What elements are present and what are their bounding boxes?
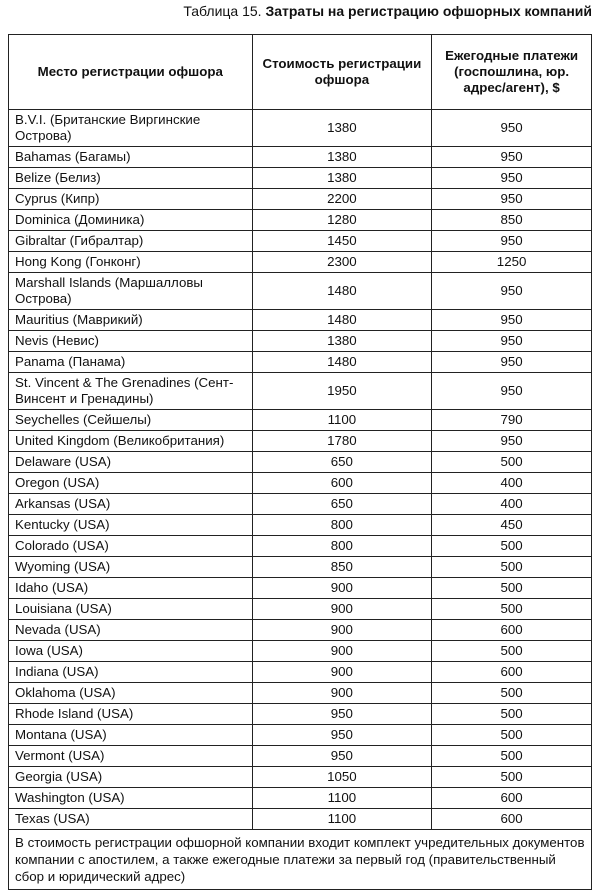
cell-place: Oregon (USA) [9,473,253,494]
table-row [9,662,592,683]
cell-cost: 900 [252,662,432,683]
table-row [9,641,592,662]
cell-annual: 950 [432,331,592,352]
table-row [9,352,592,373]
cell-place: Oklahoma (USA) [9,683,253,704]
table-row [9,431,592,452]
cell-cost: 1380 [252,331,432,352]
table-row [9,599,592,620]
header-place: Место регистрации офшора [9,35,253,110]
cell-cost: 900 [252,683,432,704]
cell-cost: 2300 [252,252,432,273]
cell-annual: 600 [432,662,592,683]
cell-place: Bahamas (Багамы) [9,147,253,168]
table-row [9,788,592,809]
header-cost: Стоимость регистрации офшора [252,35,432,110]
cell-annual: 450 [432,515,592,536]
table-row [9,725,592,746]
cell-cost: 950 [252,725,432,746]
table-row [9,746,592,767]
cell-place: Nevis (Невис) [9,331,253,352]
cell-place: Belize (Белиз) [9,168,253,189]
cell-cost: 1100 [252,809,432,830]
cell-annual: 500 [432,557,592,578]
cell-annual: 500 [432,578,592,599]
table-row [9,557,592,578]
table-row [9,620,592,641]
cell-cost: 1050 [252,767,432,788]
cell-place: Louisiana (USA) [9,599,253,620]
cell-cost: 1380 [252,147,432,168]
cell-cost: 1480 [252,273,432,310]
cell-cost: 900 [252,578,432,599]
cell-place: Washington (USA) [9,788,253,809]
cell-cost: 2200 [252,189,432,210]
cell-annual: 400 [432,494,592,515]
cell-annual: 500 [432,725,592,746]
table-row [9,331,592,352]
cell-cost: 950 [252,704,432,725]
table-row [9,683,592,704]
table-row [9,189,592,210]
offshore-costs-table [8,34,592,890]
table-row [9,578,592,599]
cell-annual: 400 [432,473,592,494]
cell-cost: 1480 [252,310,432,331]
cell-cost: 600 [252,473,432,494]
cell-place: Iowa (USA) [9,641,253,662]
cell-place: B.V.I. (Британские Виргинские Острова) [9,110,253,147]
cell-cost: 900 [252,599,432,620]
cell-annual: 950 [432,352,592,373]
cell-cost: 900 [252,641,432,662]
cell-annual: 500 [432,599,592,620]
cell-annual: 600 [432,788,592,809]
cell-place: Dominica (Доминика) [9,210,253,231]
cell-cost: 1280 [252,210,432,231]
cell-place: Arkansas (USA) [9,494,253,515]
cell-cost: 1380 [252,110,432,147]
cell-annual: 950 [432,110,592,147]
cell-annual: 950 [432,373,592,410]
cell-place: Cyprus (Кипр) [9,189,253,210]
table-row [9,231,592,252]
table-row [9,252,592,273]
cell-annual: 600 [432,620,592,641]
cell-place: Colorado (USA) [9,536,253,557]
cell-cost: 800 [252,515,432,536]
footnote: В стоимость регистрации офшорной компании входит комплект учредительных документов компании с апостилем, а также ежегодные платежи за первый год (правительственный сбор и юридический адрес) [9,830,592,890]
footnote-row [9,830,592,890]
cell-cost: 1100 [252,410,432,431]
caption-title: Затраты на регистрацию офшорных компаний [265,3,592,19]
cell-place: Vermont (USA) [9,746,253,767]
cell-annual: 950 [432,168,592,189]
cell-place: United Kingdom (Великобритания) [9,431,253,452]
cell-annual: 600 [432,809,592,830]
table-header-row [9,35,592,110]
table-row [9,704,592,725]
cell-place: St. Vincent & The Grenadines (Сент-Винсент и Гренадины) [9,373,253,410]
cell-cost: 950 [252,746,432,767]
table-row [9,310,592,331]
cell-cost: 650 [252,452,432,473]
cell-annual: 950 [432,231,592,252]
table-row [9,515,592,536]
cell-place: Panama (Панама) [9,352,253,373]
cell-cost: 1450 [252,231,432,252]
cell-annual: 500 [432,452,592,473]
header-annual: Ежегодные платежи (госпошлина, юр. адрес/агент), $ [432,35,592,110]
cell-annual: 950 [432,147,592,168]
table-caption [0,2,592,20]
table-row [9,110,592,147]
cell-annual: 950 [432,189,592,210]
table-row [9,168,592,189]
cell-place: Delaware (USA) [9,452,253,473]
cell-annual: 500 [432,746,592,767]
table-row [9,147,592,168]
cell-annual: 850 [432,210,592,231]
table-row [9,410,592,431]
table-row [9,536,592,557]
table-row [9,452,592,473]
cell-cost: 650 [252,494,432,515]
cell-cost: 1480 [252,352,432,373]
cell-place: Hong Kong (Гонконг) [9,252,253,273]
cell-place: Gibraltar (Гибралтар) [9,231,253,252]
table-row [9,809,592,830]
cell-place: Mauritius (Маврикий) [9,310,253,331]
cell-place: Rhode Island (USA) [9,704,253,725]
table-row [9,473,592,494]
cell-cost: 900 [252,620,432,641]
caption-prefix: Таблица 15. [183,3,262,19]
cell-place: Montana (USA) [9,725,253,746]
cell-annual: 500 [432,536,592,557]
table-row [9,210,592,231]
cell-place: Indiana (USA) [9,662,253,683]
cell-annual: 950 [432,431,592,452]
cell-annual: 500 [432,767,592,788]
table-row [9,494,592,515]
cell-cost: 850 [252,557,432,578]
cell-annual: 1250 [432,252,592,273]
cell-place: Texas (USA) [9,809,253,830]
cell-annual: 500 [432,704,592,725]
cell-cost: 1380 [252,168,432,189]
cell-place: Nevada (USA) [9,620,253,641]
table-row [9,767,592,788]
cell-place: Marshall Islands (Маршалловы Острова) [9,273,253,310]
cell-place: Georgia (USA) [9,767,253,788]
cell-cost: 800 [252,536,432,557]
cell-place: Seychelles (Сейшелы) [9,410,253,431]
cell-annual: 500 [432,641,592,662]
cell-annual: 950 [432,273,592,310]
cell-cost: 1100 [252,788,432,809]
cell-annual: 790 [432,410,592,431]
cell-place: Kentucky (USA) [9,515,253,536]
table-row [9,373,592,410]
table-row [9,273,592,310]
cell-cost: 1950 [252,373,432,410]
cell-place: Idaho (USA) [9,578,253,599]
cell-cost: 1780 [252,431,432,452]
cell-place: Wyoming (USA) [9,557,253,578]
cell-annual: 500 [432,683,592,704]
cell-annual: 950 [432,310,592,331]
